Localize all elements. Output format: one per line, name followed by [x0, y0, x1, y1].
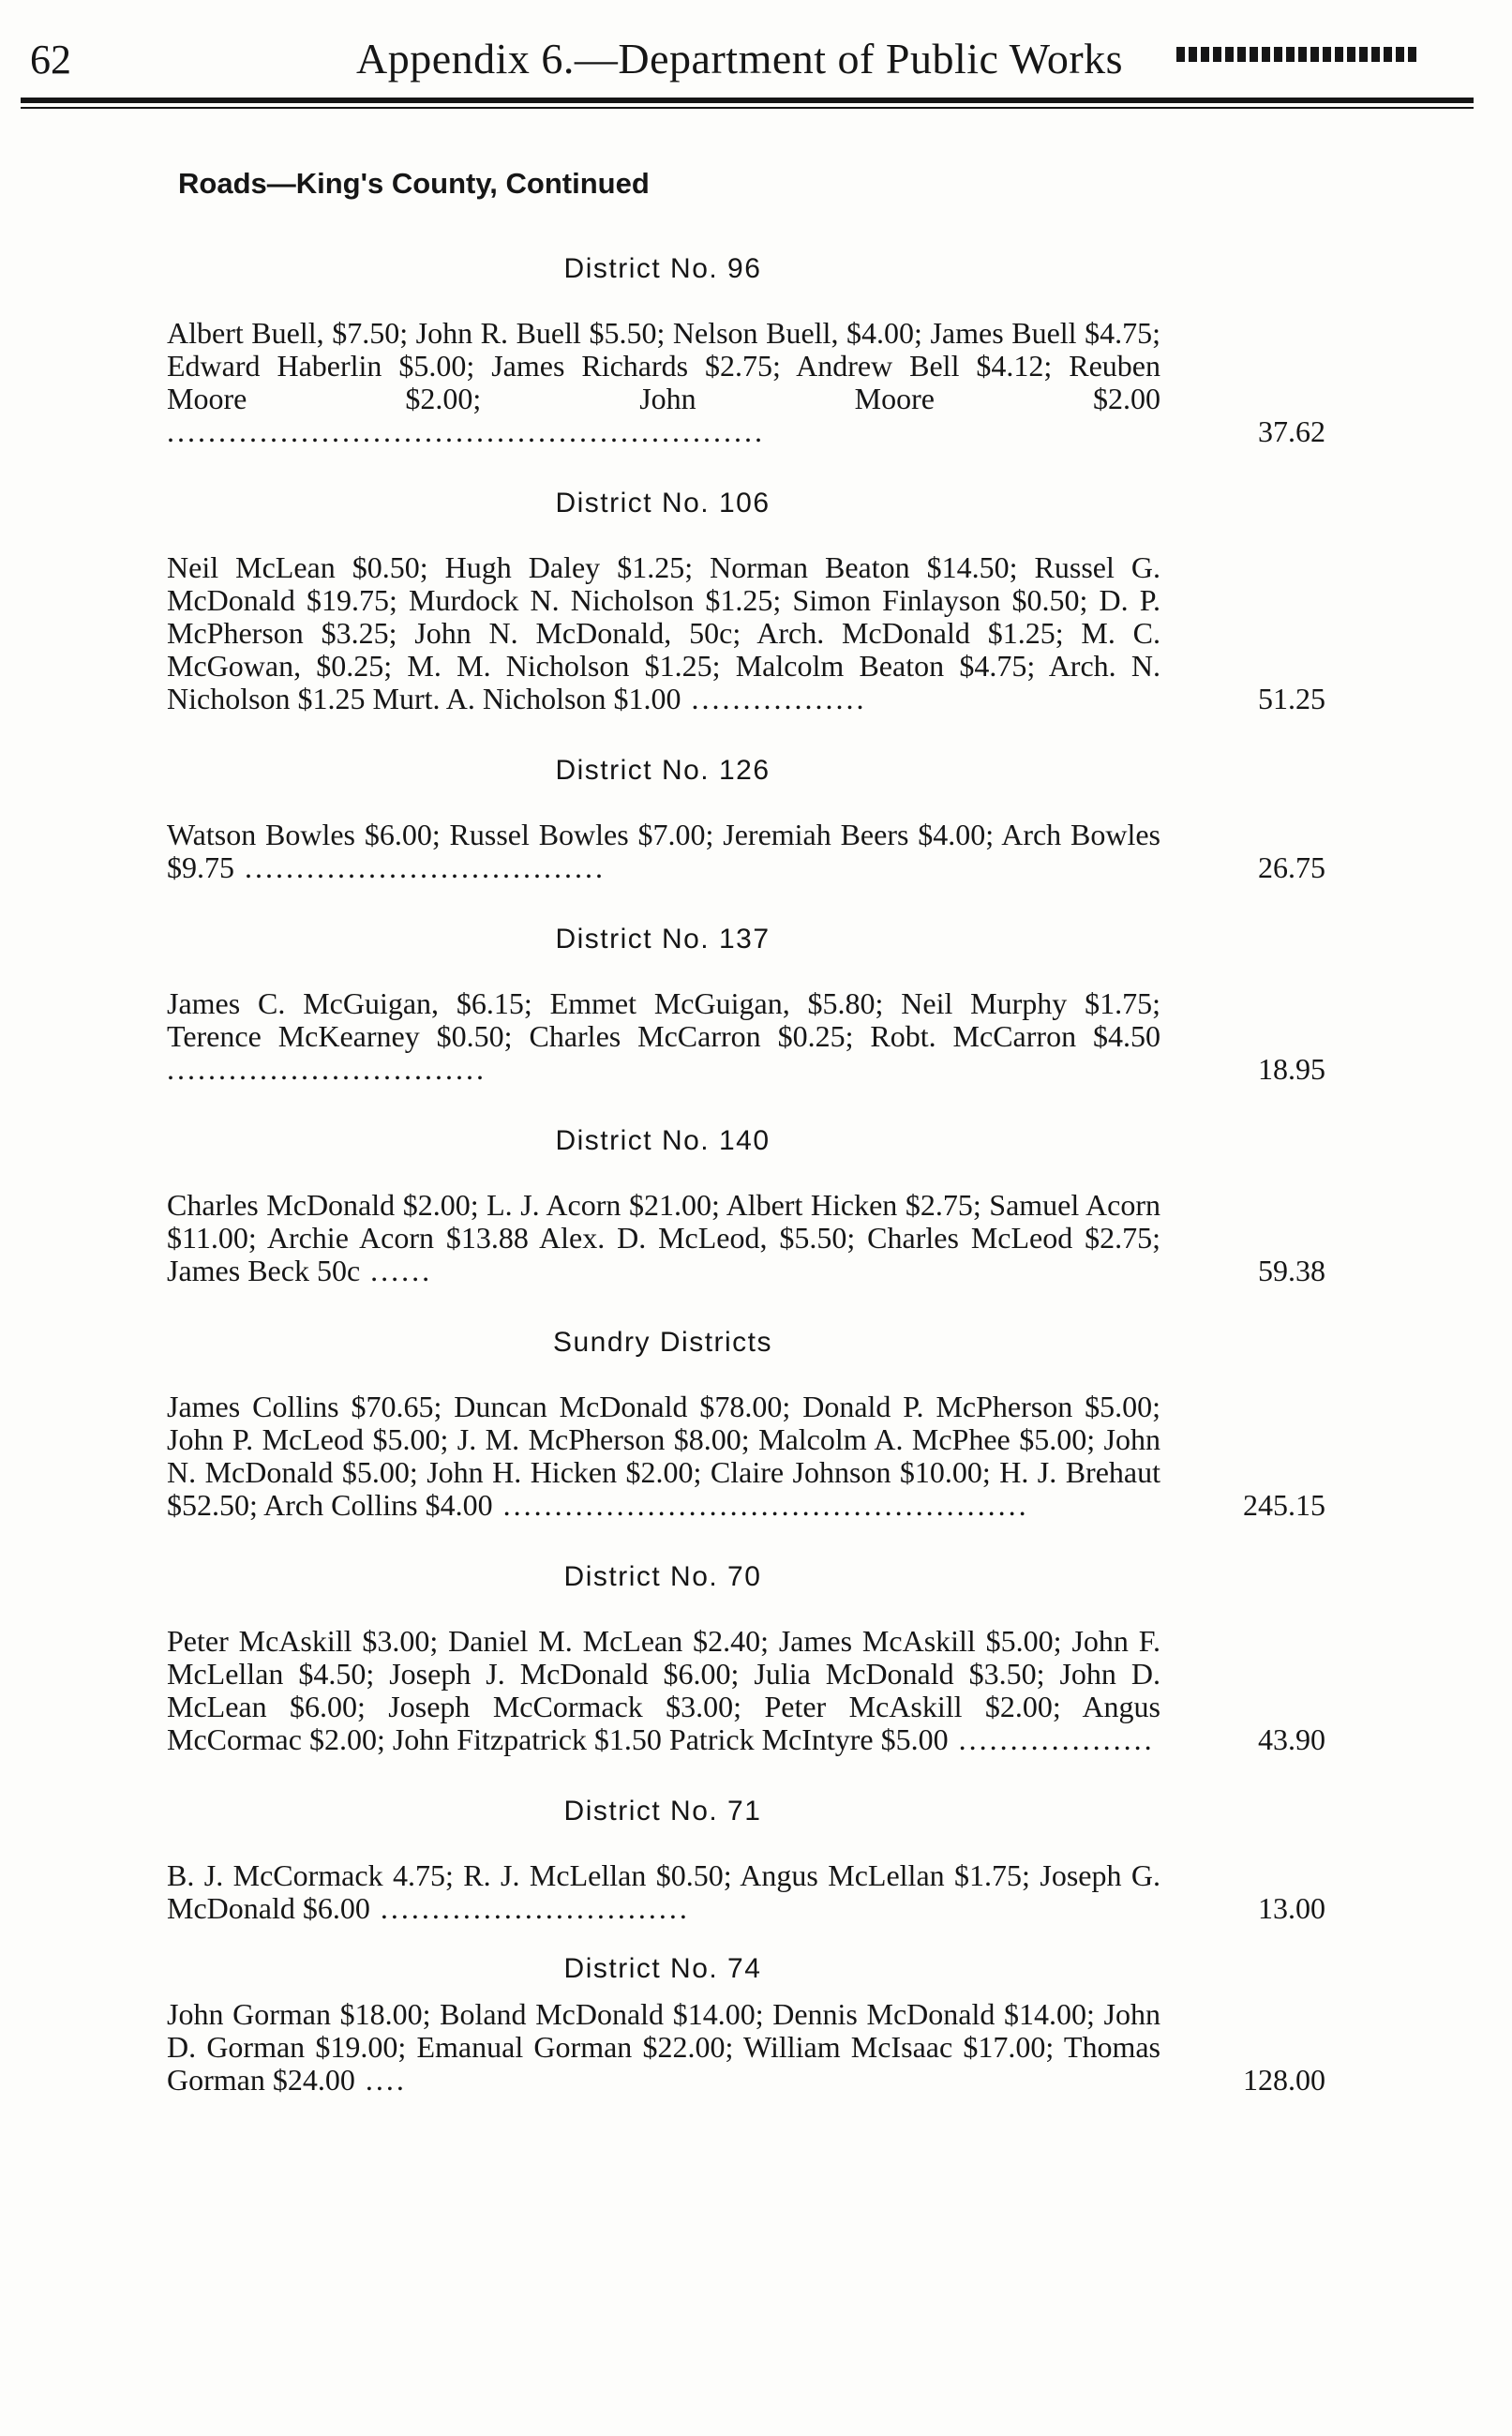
dot-leader: ......	[360, 1254, 433, 1287]
dot-leader: ...............................	[167, 1052, 487, 1086]
district-total: 51.25	[1258, 682, 1325, 715]
header-rule	[21, 98, 1474, 103]
district-entries-text: Albert Buell, $7.50; John R. Buell $5.50; Nelson Buell, $4.00; James Buell $4.75; Edward Haberlin $5.00; James Richards $2.75; Andrew Bell $4.12; Reuben Moore $2.00; John Moore $2.00	[167, 316, 1160, 415]
district-entries	[167, 818, 1325, 884]
header-rule-thin	[21, 107, 1474, 109]
district-heading: District No. 71	[563, 1796, 762, 1827]
district-heading: District No. 140	[555, 1125, 771, 1156]
ink-smudge	[1176, 47, 1420, 62]
district-entries-text: Charles McDonald $2.00; L. J. Acorn $21.00; Albert Hicken $2.75; Samuel Acorn $11.00; Archie Acorn $13.88 Alex. D. McLeod, $5.50; Charles McLeod $2.75; James Beck 50c	[167, 1188, 1160, 1287]
page-header	[0, 0, 1512, 113]
district-71	[0, 1796, 1512, 1925]
district-total: 18.95	[1258, 1052, 1325, 1086]
district-total: 128.00	[1243, 2063, 1325, 2097]
district-total: 26.75	[1258, 850, 1325, 884]
district-heading: District No. 96	[563, 253, 762, 284]
district-entries	[167, 986, 1325, 1086]
district-entries	[167, 550, 1325, 715]
district-heading: District No. 137	[555, 924, 771, 955]
dot-leader: ..........................................................	[167, 414, 765, 448]
district-entries	[167, 1624, 1325, 1756]
district-heading: District No. 106	[555, 488, 771, 519]
page-number: 62	[30, 37, 71, 83]
dot-leader: ...................................................	[492, 1488, 1029, 1522]
district-entries	[167, 1188, 1325, 1287]
running-title: Appendix 6.—Department of Public Works	[356, 35, 1124, 83]
district-heading: District No. 126	[555, 755, 771, 786]
district-entries-text: Neil McLean $0.50; Hugh Daley $1.25; Norman Beaton $14.50; Russel G. McDonald $19.75; Murdock N. Nicholson $1.25; Simon Finlayson $0.50; D. P. McPherson $3.25; John N. McDonald, 50c; Arch. McDonald $1.25; M. C. McGowan, $0.25; M. M. Nicholson $1.25; Malcolm Beaton $4.75; Arch. N. Nicholson $1.25 Murt. A. Nicholson $1.00	[167, 550, 1160, 715]
district-total: 245.15	[1243, 1488, 1325, 1522]
district-137	[0, 924, 1512, 1086]
district-total: 59.38	[1258, 1254, 1325, 1287]
district-entries-text: James Collins $70.65; Duncan McDonald $78.00; Donald P. McPherson $5.00; John P. McLeod $5.00; J. M. McPherson $8.00; Malcolm A. McPhee $5.00; John N. McDonald $5.00; John H. Hicken $2.00; Claire Johnson $10.00; H. J. Brehaut $52.50; Arch Collins $4.00	[167, 1390, 1160, 1522]
district-126	[0, 755, 1512, 884]
district-entries-text: B. J. McCormack 4.75; R. J. McLellan $0.50; Angus McLellan $1.75; Joseph G. McDonald $6.00	[167, 1858, 1160, 1925]
district-70	[0, 1561, 1512, 1756]
dot-leader: ..............................	[369, 1891, 690, 1925]
district-entries	[167, 1997, 1325, 2097]
district-entries	[167, 1390, 1325, 1522]
district-entries-text: Peter McAskill $3.00; Daniel M. McLean $2.40; James McAskill $5.00; John F. McLellan $4.50; Joseph J. McDonald $6.00; Julia McDonald $3.50; John D. McLean $6.00; Joseph McCormack $3.00; Peter McAskill $2.00; Angus McCormac $2.00; John Fitzpatrick $1.50 Patrick McIntyre $5.00	[167, 1624, 1160, 1756]
dot-leader: .................	[681, 682, 867, 715]
district-total: 37.62	[1258, 414, 1325, 448]
district-heading: District No. 74	[563, 1953, 762, 1984]
district-74	[0, 1953, 1512, 2097]
district-96	[0, 253, 1512, 448]
district-entries-text: John Gorman $18.00; Boland McDonald $14.00; Dennis McDonald $14.00; John D. Gorman $19.00; Emanual Gorman $22.00; William McIsaac $17.00; Thomas Gorman $24.00	[167, 1997, 1160, 2097]
district-entries	[167, 1858, 1325, 1925]
district-heading: Sundry Districts	[552, 1327, 773, 1358]
district-entries-text: Watson Bowles $6.00; Russel Bowles $7.00; Jeremiah Beers $4.00; Arch Bowles $9.75	[167, 818, 1160, 884]
district-106	[0, 488, 1512, 715]
district-heading: District No. 70	[563, 1561, 762, 1592]
district-entries-text: James C. McGuigan, $6.15; Emmet McGuigan, $5.80; Neil Murphy $1.75; Terence McKearney $0.50; Charles McCarron $0.25; Robt. McCarron $4.50	[167, 986, 1160, 1053]
dot-leader: ...................	[948, 1722, 1155, 1756]
district-entries	[167, 316, 1325, 448]
district-140	[0, 1125, 1512, 1287]
district-sundry	[0, 1327, 1512, 1522]
dot-leader: ...................................	[234, 850, 606, 884]
dot-leader: ....	[354, 2063, 407, 2097]
district-total: 43.90	[1258, 1722, 1325, 1756]
section-title: Roads—King's County, Continued	[178, 167, 650, 200]
district-total: 13.00	[1258, 1891, 1325, 1925]
districts-list	[0, 253, 1512, 2097]
